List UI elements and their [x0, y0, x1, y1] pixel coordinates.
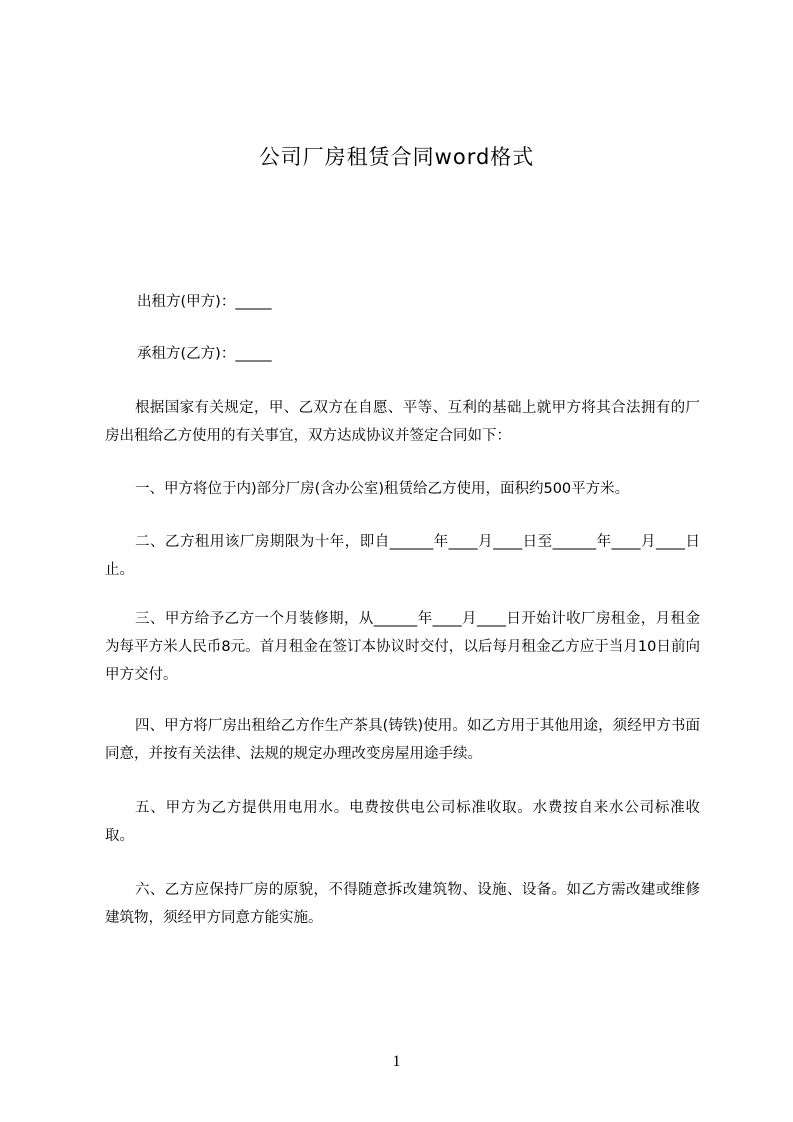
clause-6: 六、乙方应保持厂房的原貌，不得随意拆改建筑物、设施、设备。如乙方需改建或维修建筑物，须经甲方同意方能实施。 [105, 882, 700, 926]
clause-1: 一、甲方将位于内)部分厂房(含办公室)租赁给乙方使用，面积约500平方米。 [135, 481, 630, 497]
intro-paragraph: 根据国家有关规定，甲、乙双方在自愿、平等、互利的基础上就甲方将其合法拥有的厂房出租给乙方使用的有关事宜，双方达成协议并签定合同如下： [105, 400, 700, 444]
document-title: 公司厂房租赁合同word格式 [258, 145, 535, 169]
page-number: 1 [392, 1053, 401, 1070]
clause-2: 二、乙方租用该厂房期限为十年，即自______年____月____日至______年____月____日止。 [105, 534, 700, 578]
clause-5: 五、甲方为乙方提供用电用水。电费按供电公司标准收取。水费按自来水公司标准收取。 [105, 800, 700, 844]
lessor-line: 出租方(甲方)：_____ [137, 294, 272, 310]
lessee-line: 承租方(乙方)：_____ [137, 346, 272, 362]
clause-4: 四、甲方将厂房出租给乙方作生产茶具(铸铁)使用。如乙方用于其他用途，须经甲方书面同意，并按有关法律、法规的规定办理改变房屋用途手续。 [105, 718, 700, 762]
clause-3: 三、甲方给予乙方一个月装修期，从______年____月____日开始计收厂房租金，月租金为每平方米人民币8元。首月租金在签订本协议时交付，以后每月租金乙方应于当月10日前向甲方交付。 [105, 611, 700, 683]
